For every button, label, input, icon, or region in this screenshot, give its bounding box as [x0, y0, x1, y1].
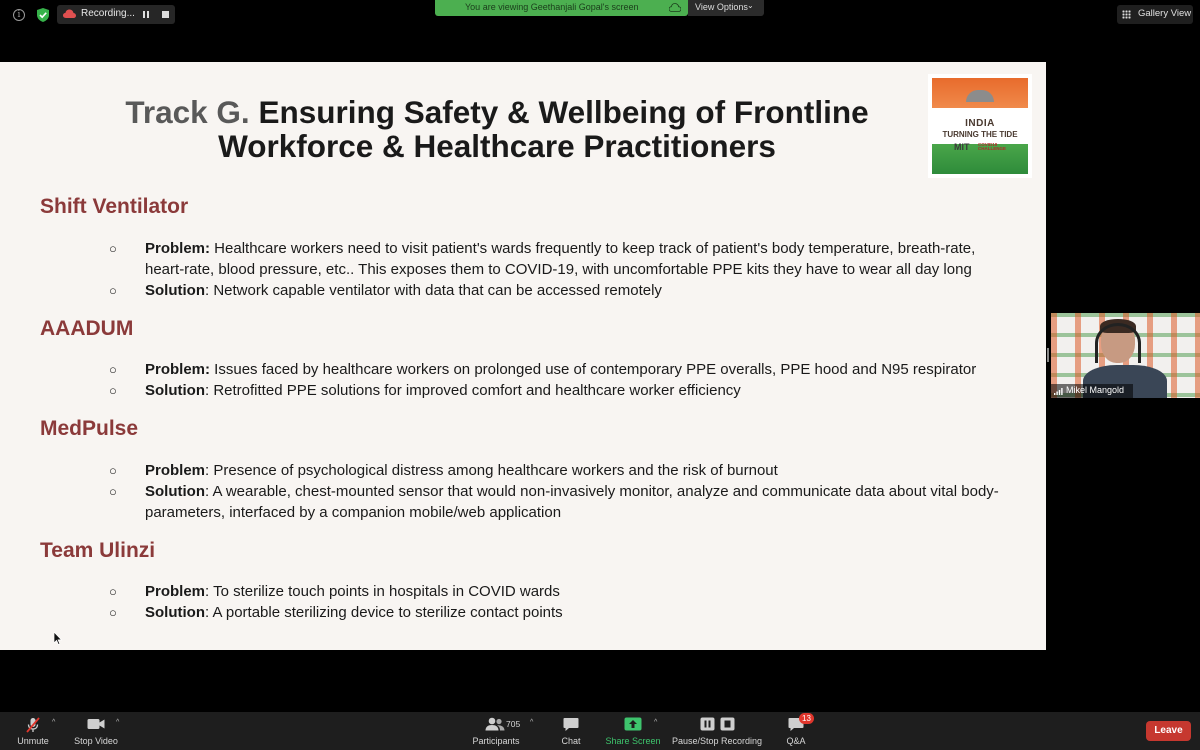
stop-video-label: Stop Video	[74, 736, 118, 746]
cloud-recording-icon	[63, 9, 76, 19]
pause-stop-recording-label: Pause/Stop Recording	[671, 736, 763, 746]
bullet-item	[109, 460, 1019, 481]
recording-label: Recording...	[81, 8, 135, 19]
participants-options-caret-icon[interactable]: ^	[530, 719, 534, 726]
bullet-text: Issues faced by healthcare workers on prolonged use of contemporary PPE overalls, PPE hood and N95 respirator	[210, 361, 977, 378]
info-icon[interactable]: i	[13, 9, 25, 21]
bullet-marker: ○	[109, 584, 117, 599]
gallery-view-button[interactable]	[1117, 5, 1193, 24]
bullet-marker: ○	[109, 605, 117, 620]
grid-icon	[1122, 10, 1131, 19]
participants-button[interactable]	[468, 712, 524, 750]
bullet-marker: ○	[109, 283, 117, 298]
bullet-item	[109, 238, 1019, 280]
share-options-caret-icon[interactable]: ^	[654, 719, 658, 726]
bullet-item	[109, 481, 1019, 523]
bullet-marker: ○	[109, 383, 117, 398]
pause-stop-recording-button[interactable]	[670, 712, 764, 750]
section-title: AAADUM	[40, 317, 134, 340]
bullet-item	[109, 602, 1019, 623]
leave-button[interactable]: Leave	[1146, 721, 1191, 741]
participant-video-tile[interactable]	[1051, 313, 1200, 398]
bullet-marker: ○	[109, 463, 117, 478]
unmute-button[interactable]	[10, 712, 56, 750]
pause-stop-recording-icon	[700, 717, 736, 731]
bullet-keyword: Problem	[145, 583, 206, 600]
track-label: Track G.	[125, 94, 250, 130]
bullet-item	[109, 280, 1019, 301]
viewing-screen-text: You are viewing Geethanjali Gopal's screen	[465, 2, 639, 12]
view-options-button[interactable]	[688, 0, 764, 16]
logo-text-india: INDIA	[965, 118, 995, 129]
bullet-keyword: Solution	[145, 483, 205, 500]
share-screen-label: Share Screen	[605, 736, 661, 746]
viewing-screen-banner	[435, 0, 688, 16]
audio-options-caret-icon[interactable]: ^	[52, 719, 56, 726]
bullet-keyword: Problem	[145, 462, 206, 479]
microphone-muted-icon	[25, 717, 41, 733]
bullet-text: Healthcare workers need to visit patient's wards frequently to keep track of patient's body temperature, breath-rate, heart-rate, blood pressure, etc.. This exposes them to COVID-19, with uncomfortable PPE kits they have to wear all day long	[145, 240, 976, 278]
participant-nameplate	[1051, 384, 1133, 398]
participants-count: 705	[506, 719, 521, 729]
section-title: MedPulse	[40, 417, 139, 440]
bullet-text: : A wearable, chest-mounted sensor that would non-invasively monitor, analyze and communicate data about vital body-parameters, interfaced by a companion mobile/web application	[145, 483, 999, 521]
bullet-keyword: Solution	[145, 282, 205, 299]
stop-recording-icon[interactable]	[162, 11, 169, 18]
bullet-text: : Presence of psychological distress among healthcare workers and the risk of burnout	[205, 462, 778, 479]
video-options-caret-icon[interactable]: ^	[116, 719, 120, 726]
pause-recording-icon[interactable]	[143, 11, 149, 18]
bullet-marker: ○	[109, 362, 117, 377]
bullet-marker: ○	[109, 484, 117, 499]
stop-video-button[interactable]	[70, 712, 122, 750]
bullet-text: : A portable sterilizing device to sterilize contact points	[205, 604, 563, 621]
logo-text-challenge: COVID19 CHALLENGE	[978, 142, 1006, 151]
bullet-item	[109, 359, 1019, 380]
headset-icon	[1095, 323, 1141, 363]
unmute-label: Unmute	[17, 736, 49, 746]
bullet-keyword: Solution	[145, 382, 205, 399]
cloud-icon	[669, 3, 681, 12]
bullet-item	[109, 581, 1019, 602]
participants-label: Participants	[472, 736, 520, 746]
top-bar	[0, 0, 1200, 30]
bullet-keyword: Problem:	[145, 361, 211, 378]
mouse-cursor-icon	[54, 632, 62, 645]
signal-strength-icon	[1054, 388, 1063, 395]
bullet-text: : Network capable ventilator with data that can be accessed remotely	[205, 282, 662, 299]
bullet-item	[109, 380, 1019, 401]
bullet-keyword: Problem:	[145, 240, 211, 257]
bullet-text: : To sterilize touch points in hospitals in COVID wards	[205, 583, 560, 600]
bullet-keyword: Solution	[145, 604, 205, 621]
india-turning-the-tide-logo	[928, 74, 1032, 178]
meeting-toolbar	[0, 712, 1200, 750]
chat-bubble-icon	[563, 717, 579, 732]
qa-label: Q&A	[786, 736, 806, 746]
title-line-1: Ensuring Safety & Wellbeing of Frontline	[258, 94, 869, 130]
chevron-down-icon: ⌄	[747, 1, 754, 10]
bullet-text: : Retrofitted PPE solutions for improved comfort and healthcare worker efficiency	[205, 382, 741, 399]
participants-icon	[485, 717, 505, 731]
participant-name: Mikel Mangold	[1066, 385, 1125, 395]
slide-title	[0, 95, 994, 163]
chat-button[interactable]	[553, 712, 589, 750]
logo-text-mit: MIT	[954, 142, 970, 152]
shared-screen-slide	[0, 62, 1046, 650]
title-line-2: Workforce & Healthcare Practitioners	[218, 128, 776, 164]
section-title: Shift Ventilator	[40, 195, 189, 218]
gallery-view-label: Gallery View	[1138, 8, 1192, 19]
video-camera-icon	[87, 717, 105, 731]
bullet-marker: ○	[109, 241, 117, 256]
share-screen-icon	[624, 717, 642, 731]
share-screen-button[interactable]	[603, 712, 663, 750]
qa-unread-badge: 13	[799, 713, 814, 724]
tile-resize-handle[interactable]	[1047, 348, 1049, 362]
section-title: Team Ulinzi	[40, 539, 156, 562]
view-options-label: View Options	[695, 2, 748, 12]
logo-text-tide: TURNING THE TIDE	[942, 130, 1018, 139]
chat-label: Chat	[561, 736, 581, 746]
recording-indicator	[57, 5, 175, 24]
shield-icon[interactable]	[37, 8, 49, 22]
